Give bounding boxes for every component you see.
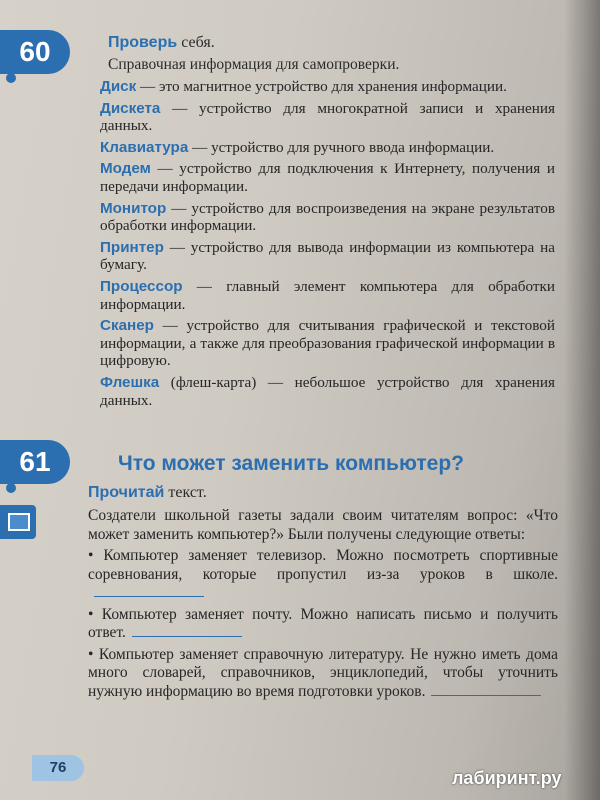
page-edge-shadow [564,0,600,800]
answer-item: • Компьютер заменяет почту. Можно написать письмо и получить ответ. [88,605,558,641]
definition-item [100,374,555,409]
term: Клавиатура [100,138,189,156]
definition-item [100,100,555,135]
section-badge-61: 61 [0,440,70,484]
definition-text: — устройство для подключения к Интернету, получения и передачи информации. [100,160,555,195]
definition-text: — это магнитное устройство для хранения информации. [136,78,507,95]
answer-blank[interactable] [94,584,204,597]
term: Модем [100,160,151,178]
intro-paragraph: Создатели школьной газеты задали своим читателям вопрос: «Что может заменить компьютер?» Были получены следующие ответы: [88,507,558,543]
section-60-heading [108,34,568,52]
definition-text: — устройство для вывода информации из компьютера на бумагу. [100,238,555,274]
watermark-logo: лабиринт.ру [452,768,562,788]
section-badge-60: 60 [0,30,70,74]
term: Принтер [100,238,164,256]
answer-blank[interactable] [431,683,541,696]
section-61-title: Что может заменить компьютер? [118,452,464,475]
section-60-subtitle: Справочная информация для самопроверки. [108,56,400,73]
definition-text: (флеш-карта) — небольшое устройство для хранения данных. [100,373,555,409]
instruction-rest: текст. [168,484,207,501]
answer-item: • Компьютер заменяет телевизор. Можно посмотреть спортивные соревнования, которые пропустил из-за уроков в школе. [88,547,558,603]
definition-item [100,278,555,313]
definition-item [100,317,555,370]
term: Сканер [100,317,154,335]
term: Процессор [100,277,183,295]
definition-text: — главный элемент компьютера для обработки информации. [100,277,555,313]
section-61-instruction [88,484,548,502]
instruction-prochitaj: Прочитай [88,484,165,501]
page-number: 76 [32,755,84,781]
definition-item [100,160,555,195]
definition-text: — устройство для считывания графической и текстовой информации, а также для преобразования графической информации в цифровую. [100,317,555,370]
heading-rest: себя. [181,34,215,51]
reading-icon [0,505,36,539]
answer-item: • Компьютер заменяет справочную литературу. Не нужно иметь дома много словарей, справочников, энциклопедий, чтобы уточнить нужную информацию во время подготовки уроков. [88,645,558,700]
answer-blank[interactable] [132,624,242,637]
term: Диск [100,78,137,95]
section-61-body [88,507,558,704]
definition-list [100,78,555,413]
definition-text: — устройство для ручного ввода информации. [188,138,495,156]
definition-text: — устройство для воспроизведения на экране результатов обработки информации. [100,199,555,235]
definition-text: — устройство для многократной записи и хранения данных. [100,99,555,135]
term: Дискета [100,99,161,117]
definition-item [100,139,555,157]
term: Монитор [100,199,167,217]
definition-item [100,200,555,235]
definition-item [100,78,555,96]
term: Флешка [100,373,160,391]
definition-item [100,239,555,274]
heading-proverj: Проверь [108,34,178,51]
